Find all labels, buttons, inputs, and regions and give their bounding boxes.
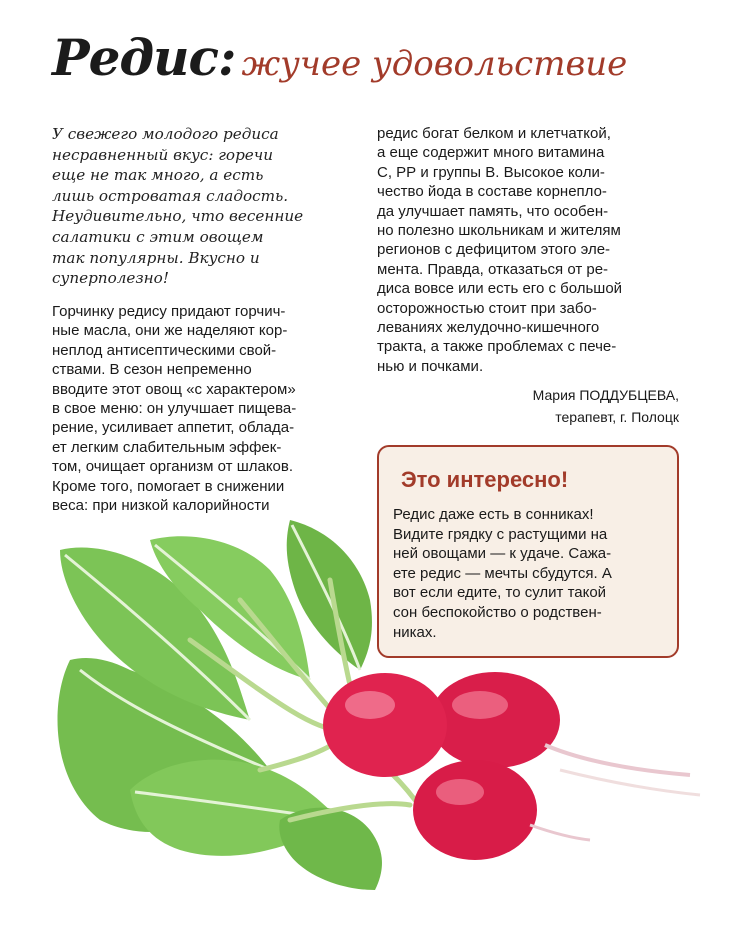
- right-column-text: [377, 124, 682, 376]
- text-line: но полезно школьникам и жителям: [377, 222, 621, 240]
- lead-line: еще не так много, а есть: [52, 166, 264, 185]
- text-line: веса: при низкой калорийности: [52, 497, 270, 515]
- text-line: рение, усиливает аппетит, облада-: [52, 419, 295, 437]
- title-main: Редис:: [52, 28, 236, 87]
- text-line: мента. Правда, отказаться от ре-: [377, 260, 609, 278]
- lead-line: У свежего молодого редиса: [52, 125, 279, 143]
- fact-box: [377, 445, 679, 658]
- page-title: [52, 28, 627, 87]
- text-line: С, РР и группы В. Высокое коли-: [377, 163, 605, 181]
- fact-line: вот если едите, то сулит такой: [393, 584, 607, 602]
- text-line: Кроме того, помогает в снижении: [52, 477, 285, 495]
- left-column-text: [52, 302, 352, 515]
- fact-box-title: Это интересно!: [401, 467, 569, 492]
- text-line: регионов с дефицитом этого эле-: [377, 241, 611, 259]
- fact-box-body: [393, 505, 612, 642]
- fact-line: никах.: [393, 623, 437, 641]
- fact-line: Редис даже есть в сонниках!: [393, 506, 594, 523]
- fact-line: ней овощами — к удаче. Сажа-: [393, 545, 612, 563]
- text-line: леваниях желудочно-кишечного: [377, 319, 600, 337]
- text-line: да улучшает память, что особен-: [377, 202, 609, 220]
- text-line: чество йода в составе корнепло-: [377, 183, 607, 201]
- lead-line: салатики с этим овощем: [52, 227, 264, 246]
- author-role: терапевт, г. Полоцк: [555, 409, 679, 425]
- text-line: неплод антисептическими свой-: [52, 341, 277, 359]
- text-line: в свое меню: он улучшает пищева-: [52, 400, 297, 418]
- fact-line: ете редис — мечты сбудутся. А: [393, 564, 612, 582]
- text-line: ствами. В сезон непременно: [52, 361, 252, 379]
- lead-paragraph: [52, 124, 354, 289]
- text-line: осторожностью стоит при забо-: [377, 299, 597, 317]
- text-line: нью и почками.: [377, 357, 484, 375]
- text-line: вводите этот овощ «с характером»: [52, 380, 296, 398]
- lead-line: Неудивительно, что весенние: [52, 207, 304, 226]
- text-line: тракта, а также проблемах с пече-: [377, 338, 617, 356]
- text-line: ет легким слабительным эффек-: [52, 438, 282, 456]
- author-name: Мария ПОДДУБЦЕВА,: [532, 387, 679, 403]
- lead-line: лишь островатая сладость.: [52, 186, 289, 205]
- radish-icon: [413, 760, 590, 860]
- fact-line: Видите грядку с растущими на: [393, 525, 608, 543]
- text-line: ные масла, они же наделяют кор-: [52, 322, 288, 340]
- lead-line: так популярны. Вкусно и: [52, 248, 260, 267]
- fact-line: сон беспокойство о родствен-: [393, 603, 602, 621]
- text-line: Горчинку редису придают горчич-: [52, 303, 286, 320]
- lead-line: суперполезно!: [52, 269, 169, 288]
- radish-icon: [323, 673, 447, 777]
- author-signature: [533, 384, 679, 428]
- title-subtitle: жучее удовольствие: [241, 44, 628, 84]
- text-line: том, очищает организм от шлаков.: [52, 458, 294, 476]
- lead-line: несравненный вкус: горечи: [52, 145, 274, 164]
- text-line: диса вовсе или есть его с большой: [377, 280, 623, 298]
- text-line: редис богат белком и клетчаткой,: [377, 125, 611, 142]
- text-line: а еще содержит много витамина: [377, 144, 605, 162]
